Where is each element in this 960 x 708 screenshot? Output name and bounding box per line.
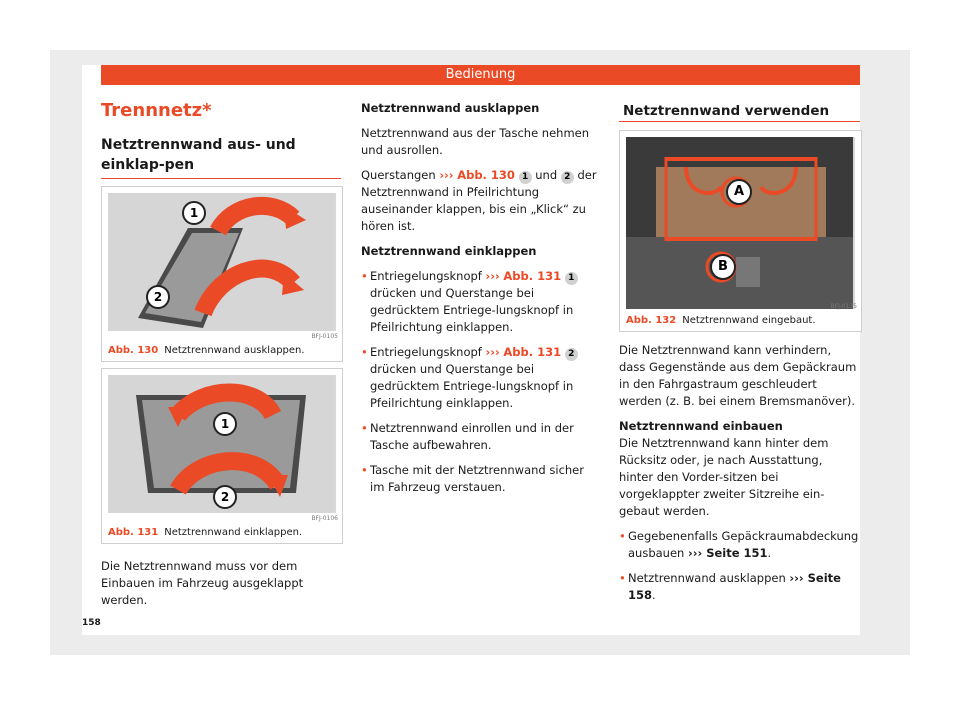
figure-130-image <box>108 193 336 331</box>
list-item: • Gegebenenfalls Gepäckraumabdeckung ausbauen ››› Seite 151. <box>619 528 860 562</box>
figure-132-text: Netztrennwand eingebaut. <box>682 315 816 326</box>
list-item: • Tasche mit der Netztrennwand sicher im Fahrzeug verstauen. <box>361 462 601 496</box>
ref-abb-131[interactable]: Abb. 131 <box>503 269 562 283</box>
list-item: • Entriegelungsknopf ››› Abb. 131 1 drücken und Querstange bei gedrücktem Entriege-lungsknopf in Pfeilrichtung einklappen. <box>361 268 601 336</box>
middle-column <box>361 100 601 504</box>
list-item: • Entriegelungsknopf ››› Abb. 131 2 drücken und Querstange bei gedrücktem Entriege-lungsknopf in Pfeilrichtung einklappen. <box>361 344 601 412</box>
figure-132-label: Abb. 132 <box>626 315 677 326</box>
ref-seite-158[interactable]: ››› Seite 158 <box>628 571 841 602</box>
paragraph: Die Netztrennwand kann verhindern, dass Gegenstände aus dem Gepäckraum in den Fahrgastraum geschleudert werden (z. B. bei einem Bremsmanöver). <box>619 343 857 408</box>
section-title-rule <box>619 121 860 122</box>
ref-abb-130[interactable]: Abb. 130 <box>457 168 515 182</box>
figure-131-code: BFJ-0106 <box>311 515 338 522</box>
figure-132-image <box>626 137 855 309</box>
figure-130-code: BFJ-0105 <box>311 333 338 340</box>
page-title: Trennnetz* <box>101 100 212 121</box>
right-column <box>619 342 860 612</box>
heading-einklappen: Netztrennwand einklappen <box>361 244 537 258</box>
marker-1: 1 <box>213 412 237 436</box>
figure-130-text: Netztrennwand ausklappen. <box>164 345 305 356</box>
marker-a: A <box>726 179 752 205</box>
section-title: Netztrennwand verwenden <box>623 103 830 119</box>
marker-2: 2 <box>146 285 170 309</box>
figure-132 <box>619 130 862 332</box>
page-number: 158 <box>82 618 101 628</box>
figure-131-caption <box>108 527 302 538</box>
paragraph: Die Netztrennwand kann hinter dem Rücksitz oder, je nach Ausstattung, hinter den Vorder-sitzen bei vorgeklappter zweiter Sitzreihe ein-gebaut werden. <box>619 436 829 518</box>
figure-131-text: Netztrennwand einklappen. <box>164 527 303 538</box>
marker-2: 2 <box>213 485 237 509</box>
figure-132-code: BFJ-0135 <box>830 303 857 310</box>
marker-1: 1 <box>182 201 206 225</box>
figure-130-caption <box>108 345 305 356</box>
heading-ausklappen: Netztrennwand ausklappen <box>361 101 540 115</box>
section-subtitle: Netztrennwand aus- und einklap-pen <box>101 137 296 173</box>
subtitle-rule <box>101 178 341 179</box>
figure-131-image <box>108 375 336 513</box>
heading-einbauen: Netztrennwand einbauen <box>619 419 783 433</box>
figure-132-caption <box>626 315 816 326</box>
ref-abb-131[interactable]: Abb. 131 <box>503 345 562 359</box>
list-item: • Netztrennwand einrollen und in der Tasche aufbewahren. <box>361 420 601 454</box>
figure-131-label: Abb. 131 <box>108 527 159 538</box>
marker-b: B <box>710 254 736 280</box>
figure-131 <box>101 368 343 544</box>
section-header: Bedienung <box>101 65 860 85</box>
left-paragraph: Die Netztrennwand muss vor dem Einbauen im Fahrzeug ausgeklappt werden. <box>101 559 304 607</box>
figure-130-label: Abb. 130 <box>108 345 159 356</box>
ref-seite-151[interactable]: ››› Seite 151 <box>687 546 768 560</box>
paragraph: Netztrennwand aus der Tasche nehmen und ausrollen. <box>361 126 590 157</box>
list-item: • Netztrennwand ausklappen ››› Seite 158. <box>619 570 860 604</box>
figure-130 <box>101 186 343 362</box>
paragraph-step: Querstangen ››› Abb. 130 1 und 2 der Netztrennwand in Pfeilrichtung auseinander klappen, bis ein „Klick“ zu hören ist. <box>361 168 597 233</box>
